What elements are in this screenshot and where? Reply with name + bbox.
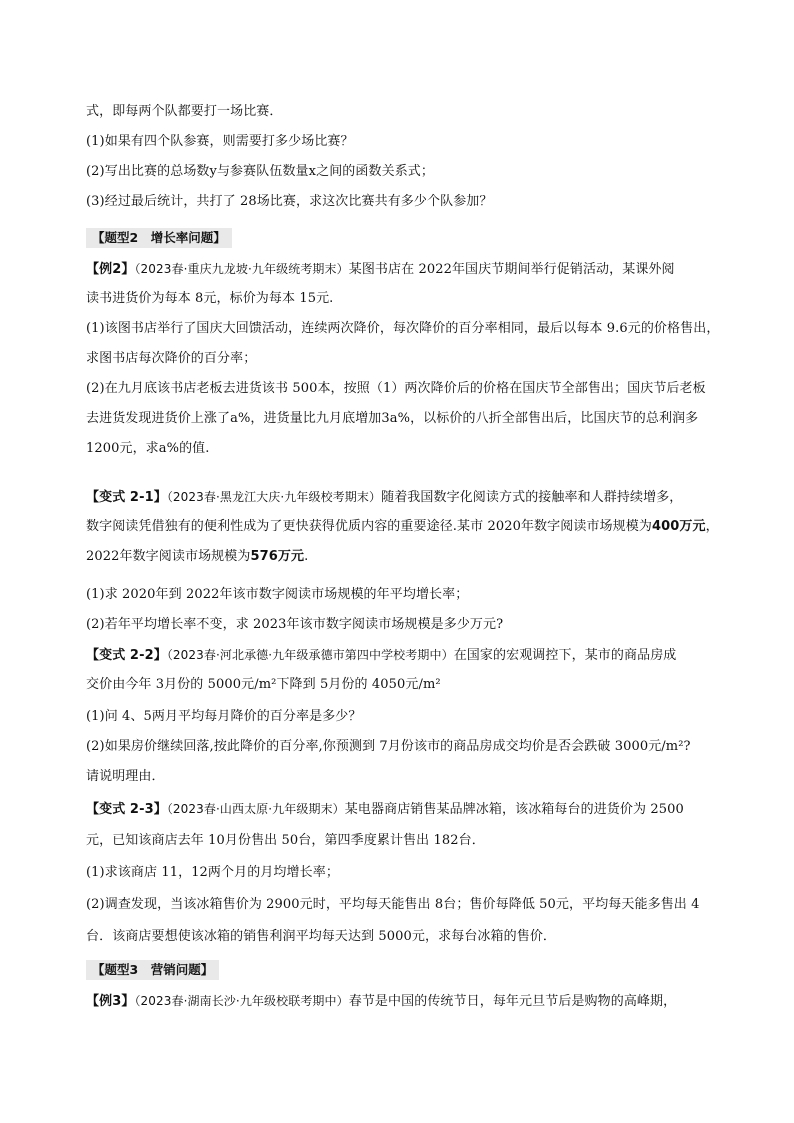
example-text: 春节是中国的传统节日，每年元旦节后是购物的高峰期，: [348, 994, 677, 1009]
topic-heading-2: 【题型2 增长率问题】: [86, 228, 232, 248]
text-line: 去进货发现进货价上涨了a%，进货量比九月底增加3a%，以标价的八折全部售出后，比国庆节的总利润多: [86, 411, 699, 426]
source-citation: （2023春·山西太原·九年级期末）: [166, 802, 345, 816]
example-text: 某图书店在 2022年国庆节期间举行促销活动，某课外阅: [348, 262, 675, 277]
question-2: (2)如果房价继续回落,按此降价的百分率,你预测到 7月份该市的商品房成交均价是否会跌破 3000元/m²?: [86, 739, 691, 754]
text-line: 式，即每两个队都要打一场比赛．: [86, 104, 283, 119]
question-1: (1)求 2020年到 2022年该市数字阅读市场规模的年平均增长率；: [86, 587, 469, 602]
example-3-header: [86, 992, 726, 1011]
question-1: (1)该图书店举行了国庆大回馈活动，连续两次降价，每次降价的百分率相同，最后以每本 9.6元的价格售出，: [86, 321, 720, 336]
source-citation: （2023春·河北承德·九年级承德市第四中学校考期中）: [166, 648, 454, 662]
text-line: 元，已知该商店去年 10月份售出 50台，第四季度累计售出 182台．: [86, 833, 485, 848]
text-line: 台．该商店要想使该冰箱的销售利润平均每天达到 5000元，求每台冰箱的售价．: [86, 929, 557, 944]
text-span: ，: [705, 519, 719, 534]
question-1: (1)求该商店 11，12两个月的月均增长率；: [86, 865, 339, 880]
question-3: (3)经过最后统计，共打了 28场比赛，求这次比赛共有多少个队参加？: [86, 194, 493, 209]
variant-2-3-header: [86, 800, 726, 819]
text-line: 求图书店每次降价的百分率；: [86, 351, 257, 366]
text-span: 数字阅读凭借独有的便利性成为了更快获得优质内容的重要途径.某市 2020年数字阅读市场规模为: [86, 519, 652, 534]
text-line: 1200元，求a%的值.: [86, 441, 210, 456]
variant-2-2-header: [86, 646, 726, 665]
variant-label: 【变式 2-1】: [86, 490, 167, 505]
example-2-header: [86, 260, 726, 279]
variant-label: 【变式 2-3】: [86, 802, 167, 817]
question-1: (1)如果有四个队参赛，则需要打多少场比赛？: [86, 134, 354, 149]
text-span: 2022年数字阅读市场规模为: [86, 549, 251, 564]
source-citation: （2023春·湖南长沙·九年级校联考期中）: [134, 994, 349, 1008]
variant-text: 随着我国数字化阅读方式的接触率和人群持续增多，: [381, 490, 683, 505]
variant-label: 【变式 2-2】: [86, 648, 167, 663]
example-label: 【例3】: [86, 994, 135, 1009]
question-2: (2)在九月底该书店老板去进货该书 500本，按照（1）两次降价后的价格在国庆节全部售出；国庆节后老板: [86, 381, 706, 396]
text-span: .: [304, 549, 309, 564]
question-2: (2)写出比赛的总场数y与参赛队伍数量x之间的函数关系式；: [86, 164, 434, 179]
example-label: 【例2】: [86, 262, 135, 277]
question-2: (2)若年平均增长率不变，求 2023年该市数字阅读市场规模是多少万元?: [86, 617, 504, 632]
bold-value: 576万元: [250, 549, 305, 564]
variant-2-1-header: [86, 488, 726, 507]
variant-text: 某电器商店销售某品牌冰箱，该冰箱每台的进货价为 2500: [344, 802, 684, 817]
topic-heading-3: 【题型3 营销问题】: [86, 960, 219, 980]
question-1: (1)问 4、5两月平均每月降价的百分率是多少？: [86, 709, 362, 724]
text-line: 交价由今年 3月份的 5000元/m²下降到 5月份的 4050元/m²: [86, 677, 441, 692]
source-citation: （2023春·黑龙江大庆·九年级校考期末）: [166, 490, 382, 504]
text-line: [86, 518, 726, 536]
text-line: 读书进货价为每本 8元，标价为每本 15元.: [86, 291, 334, 306]
bold-value: 400万元: [651, 519, 706, 534]
source-citation: （2023春·重庆九龙坡·九年级统考期末）: [134, 262, 349, 276]
text-line: [86, 548, 726, 566]
text-line: 请说明理由．: [86, 769, 165, 784]
variant-text: 在国家的宏观调控下，某市的商品房成: [453, 648, 677, 663]
question-2: (2)调查发现，当该冰箱售价为 2900元时，平均每天能售出 8台；售价每降低 50元，平均每天能多售出 4: [86, 897, 700, 912]
